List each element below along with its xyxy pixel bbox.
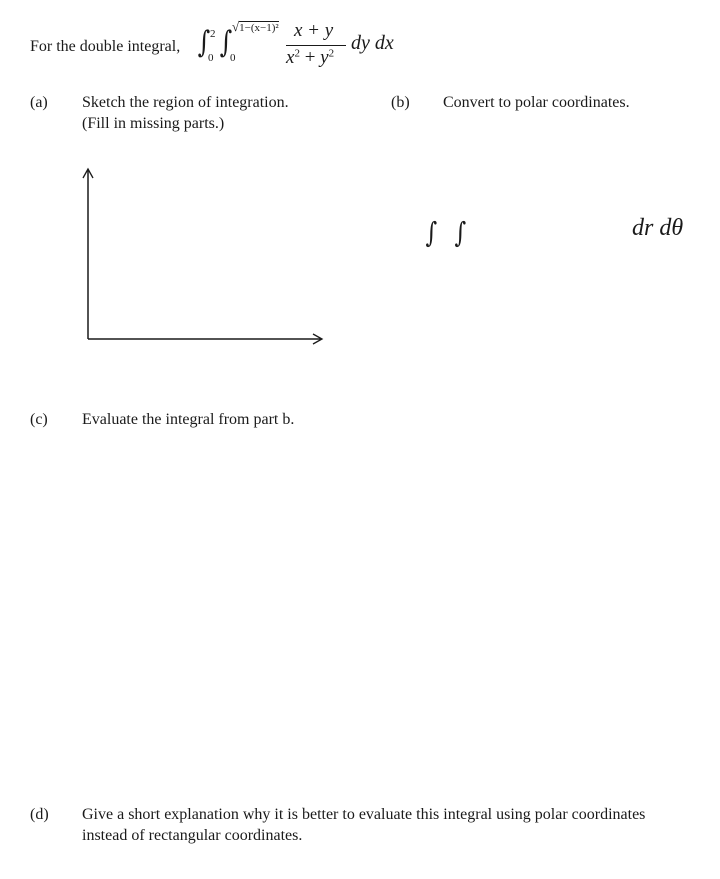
inner-integral-sign: ∫: [219, 25, 233, 60]
denominator-y: y: [320, 47, 329, 68]
denominator-x: x: [286, 47, 295, 68]
denominator-plus: +: [299, 47, 321, 68]
part-a-line2: (Fill in missing parts.): [82, 115, 225, 132]
polar-inner-integral-sign: ∫: [454, 216, 467, 249]
part-b-text: Convert to polar coordinates.: [443, 94, 630, 111]
inner-upper-limit-radicand: 1−(x−1)²: [239, 22, 279, 34]
polar-differentials: dr dθ: [632, 215, 684, 241]
part-b-label: (b): [391, 94, 410, 111]
denominator-x-exponent: 2: [294, 47, 300, 60]
outer-lower-limit: 0: [208, 52, 214, 64]
polar-outer-integral-sign: ∫: [425, 216, 438, 249]
denominator-y-exponent: 2: [328, 47, 335, 60]
part-d-line2: instead of rectangular coordinates.: [82, 827, 303, 844]
part-c-text: Evaluate the integral from part b.: [82, 411, 295, 428]
part-d-line1: Give a short explanation why it is better to evaluate this integral using polar coordinates: [82, 806, 646, 823]
integrand-differentials: dy dx: [351, 32, 394, 54]
integrand-numerator: x + y: [294, 20, 334, 41]
part-c-label: (c): [30, 411, 48, 428]
intro-lead-text: For the double integral,: [30, 38, 181, 55]
outer-integral-sign: ∫: [197, 25, 211, 60]
inner-upper-limit: √1−(x−1)²: [232, 19, 279, 34]
inner-lower-limit: 0: [230, 52, 236, 64]
part-a-line1: Sketch the region of integration.: [82, 94, 289, 111]
outer-upper-limit: 2: [210, 28, 216, 40]
part-d-label: (d): [30, 806, 49, 823]
part-a-label: (a): [30, 94, 48, 111]
